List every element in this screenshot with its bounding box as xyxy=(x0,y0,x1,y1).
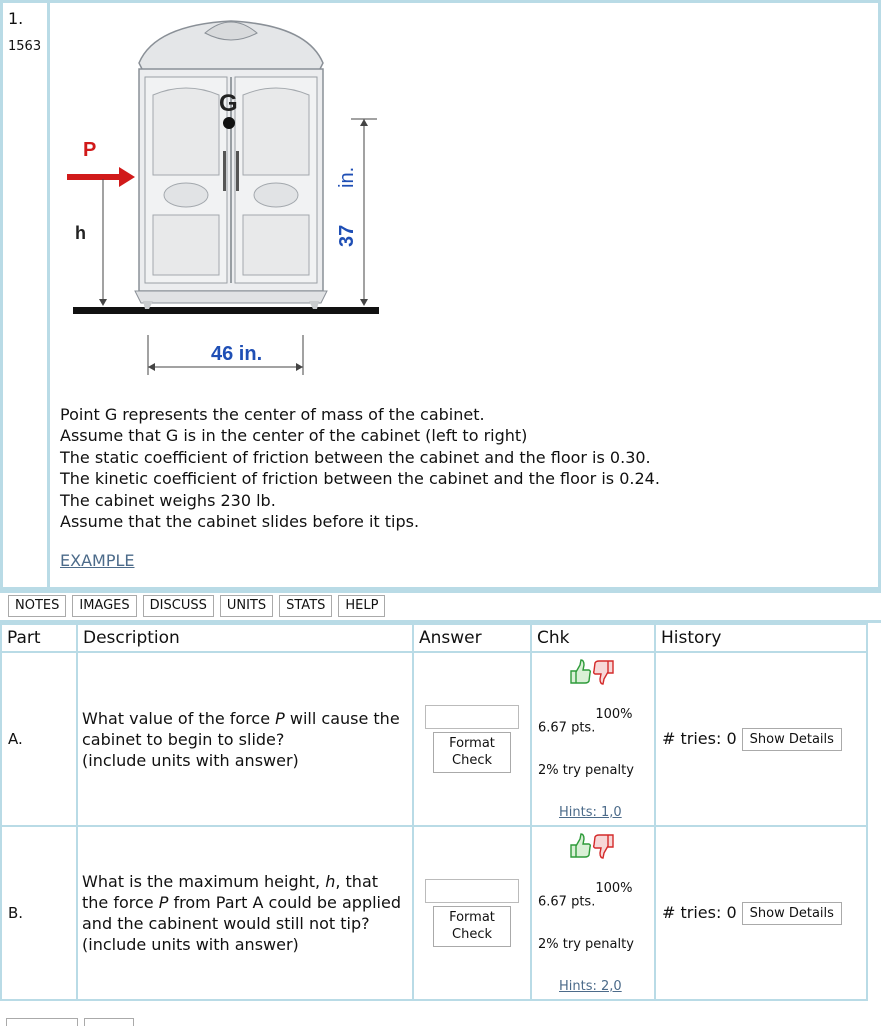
units-note: (include units with answer) xyxy=(82,750,299,770)
check-cell xyxy=(531,652,655,826)
floor-line xyxy=(73,307,379,314)
show-details-button[interactable]: Show Details xyxy=(742,902,842,925)
points-value: 6.67 pts.$^{100\%}$ xyxy=(538,881,633,910)
tab-bar xyxy=(8,595,391,619)
center-of-mass-dot xyxy=(223,117,235,129)
problem-statement xyxy=(60,404,660,532)
tries-count: # tries: 0 xyxy=(662,728,737,748)
question-description xyxy=(77,826,413,1000)
question-description xyxy=(77,652,413,826)
answer-input[interactable] xyxy=(425,705,519,729)
statement-line: The static coefficient of friction between the cabinet and the floor is 0.30. xyxy=(60,447,651,467)
format-check-button[interactable]: Format Check xyxy=(433,732,511,773)
thumbs-icons xyxy=(568,831,616,861)
footer-button[interactable] xyxy=(84,1018,134,1026)
try-penalty: 2% try penalty xyxy=(538,763,634,778)
table-row xyxy=(1,826,867,1000)
percent-value: 100% xyxy=(595,881,633,896)
format-check-button[interactable]: Format Check xyxy=(433,906,511,947)
units-note: (include units with answer) xyxy=(82,935,299,954)
cabinet-drawing xyxy=(135,21,327,309)
answer-cell xyxy=(413,652,531,826)
hints-link[interactable]: Hints: 2,0 xyxy=(559,979,622,994)
height-unit: in. xyxy=(336,166,358,188)
variable-p: P xyxy=(275,708,285,728)
tab-images[interactable]: IMAGES xyxy=(72,595,136,617)
tab-notes[interactable]: NOTES xyxy=(8,595,66,617)
history-cell xyxy=(655,652,867,826)
cabinet-figure xyxy=(55,3,395,383)
statement-line: Assume that G is in the center of the cabinet (left to right) xyxy=(60,426,528,446)
question-text: What is the maximum height, xyxy=(82,872,326,891)
answer-input[interactable] xyxy=(425,879,519,903)
label-p: P xyxy=(83,139,97,161)
question-text: from Part A could be applied and the cabinent would still not tip? xyxy=(82,893,401,933)
width-label: 46 in. xyxy=(211,343,263,365)
percent-value: 100% xyxy=(595,707,633,722)
statement-line: The cabinet weighs 230 lb. xyxy=(60,490,276,510)
header-part: Part xyxy=(1,624,77,652)
header-chk: Chk xyxy=(531,624,655,652)
label-g: G xyxy=(219,90,238,117)
problem-number: 1. xyxy=(8,9,24,28)
problem-id: 1563 xyxy=(8,39,42,54)
thumbs-icons xyxy=(568,657,616,687)
part-label: B. xyxy=(1,826,77,1000)
tab-help[interactable]: HELP xyxy=(338,595,385,617)
header-answer: Answer xyxy=(413,624,531,652)
tab-units[interactable]: UNITS xyxy=(220,595,273,617)
question-text: , that the force xyxy=(82,872,379,912)
question-text: will cause the cabinet to begin to slide? xyxy=(82,708,400,749)
statement-line: Assume that the cabinet slides before it tips. xyxy=(60,512,420,532)
history-cell xyxy=(655,826,867,1000)
thumbs-down-icon[interactable] xyxy=(594,661,613,684)
points-value: 6.67 pts.$^{100\%}$ xyxy=(538,707,633,736)
force-arrow xyxy=(67,167,135,187)
statement-line: The kinetic coefficient of friction between the cabinet and the floor is 0.24. xyxy=(60,469,660,489)
hints-link[interactable]: Hints: 1,0 xyxy=(559,805,622,820)
example-link[interactable]: EXAMPLE xyxy=(60,551,135,570)
question-table xyxy=(0,623,868,1001)
divider xyxy=(0,588,881,593)
tab-discuss[interactable]: DISCUSS xyxy=(143,595,214,617)
part-label: A. xyxy=(1,652,77,826)
variable-h: h xyxy=(325,872,336,891)
thumbs-down-icon[interactable] xyxy=(594,835,613,858)
statement-line: Point G represents the center of mass of the cabinet. xyxy=(60,405,485,424)
question-text: What value of the force xyxy=(82,708,276,728)
show-details-button[interactable]: Show Details xyxy=(742,728,842,751)
thumbs-up-icon[interactable] xyxy=(571,834,590,857)
header-description: Description xyxy=(77,624,413,652)
height-value: 37 xyxy=(336,224,358,247)
thumbs-up-icon[interactable] xyxy=(571,660,590,683)
tries-count: # tries: 0 xyxy=(662,902,737,922)
variable-p: P xyxy=(158,893,169,912)
footer-button[interactable] xyxy=(6,1018,78,1026)
answer-cell xyxy=(413,826,531,1000)
try-penalty: 2% try penalty xyxy=(538,937,634,952)
check-cell xyxy=(531,826,655,1000)
problem-number-column xyxy=(3,3,50,587)
table-row xyxy=(1,652,867,826)
label-h: h xyxy=(75,223,86,243)
table-header-row xyxy=(1,624,867,652)
header-history: History xyxy=(655,624,867,652)
tab-stats[interactable]: STATS xyxy=(279,595,332,617)
